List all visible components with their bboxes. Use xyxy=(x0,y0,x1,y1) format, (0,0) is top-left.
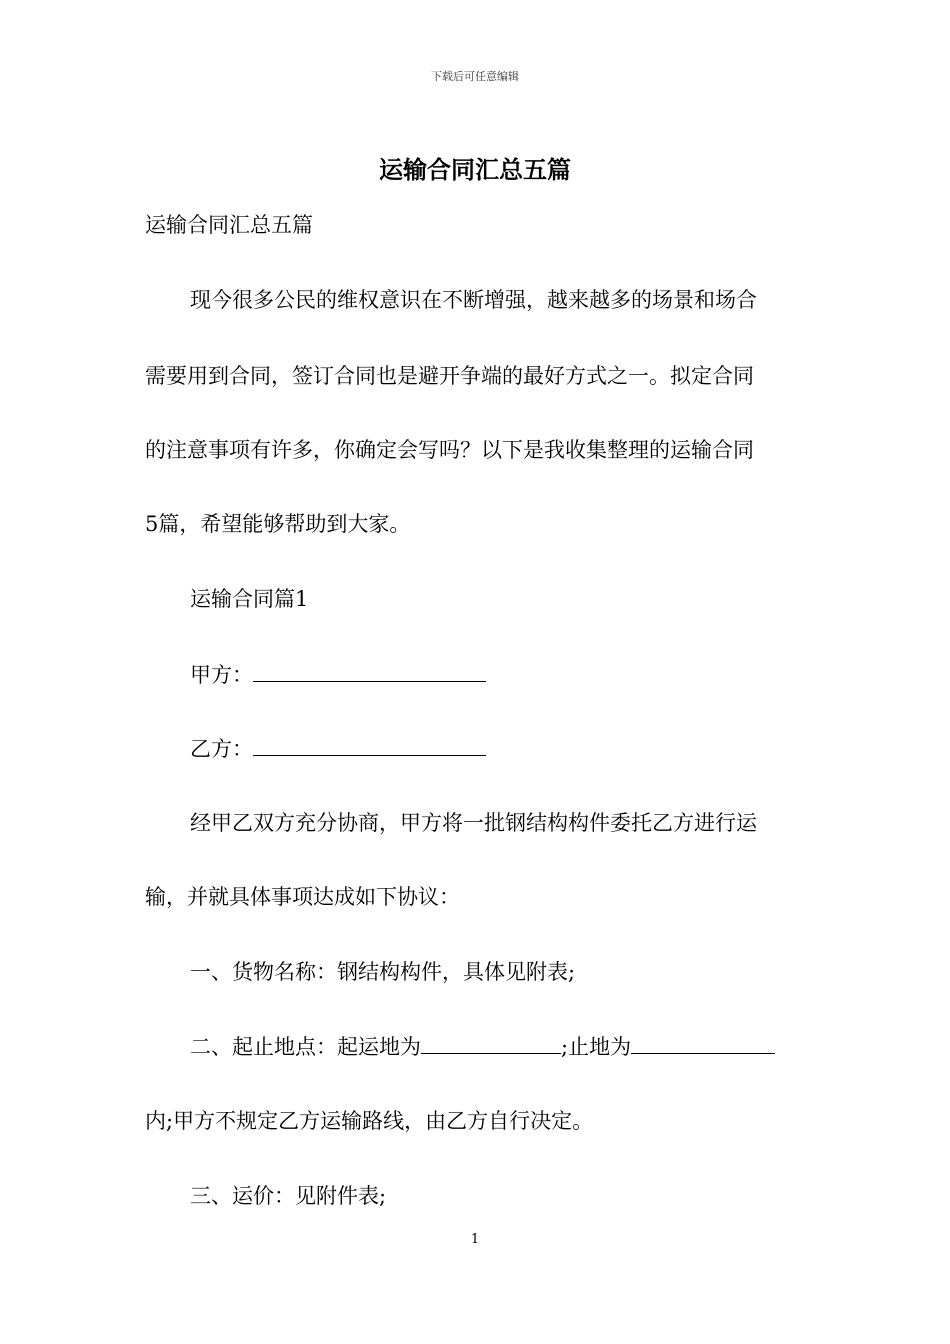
party-a-label: 甲方： xyxy=(190,663,253,687)
clause-3: 三、运价：见附件表; xyxy=(190,1184,387,1208)
page-number: 1 xyxy=(470,1232,480,1247)
party-a-row xyxy=(190,659,486,690)
clause-2-line-1 xyxy=(190,1031,775,1062)
section-heading: 运输合同篇1 xyxy=(190,587,309,611)
intro-line-2: 需要用到合同，签订合同也是避开争端的最好方式之一。拟定合同 xyxy=(145,364,754,388)
intro-line-1: 现今很多公民的维权意识在不断增强，越来越多的场景和场合 xyxy=(190,288,757,312)
clause-1: 一、货物名称：钢结构构件，具体见附表; xyxy=(190,960,576,984)
party-b-row xyxy=(190,733,486,764)
document-title: 运输合同汇总五篇 xyxy=(379,155,571,184)
header-note: 下载后可任意编辑 xyxy=(431,70,519,83)
agreement-line-2: 输，并就具体事项达成如下协议： xyxy=(145,885,460,909)
intro-line-4: 5篇，希望能够帮助到大家。 xyxy=(145,512,411,536)
origin-blank xyxy=(421,1031,561,1054)
clause-2-middle: ;止地为 xyxy=(561,1035,632,1059)
destination-blank xyxy=(631,1031,775,1054)
agreement-line-1: 经甲乙双方充分协商，甲方将一批钢结构构件委托乙方进行运 xyxy=(190,811,757,835)
party-a-blank xyxy=(253,659,486,682)
clause-2-prefix: 二、起止地点：起运地为 xyxy=(190,1035,421,1059)
party-b-blank xyxy=(253,733,486,756)
document-subtitle: 运输合同汇总五篇 xyxy=(145,213,313,237)
intro-line-3: 的注意事项有许多，你确定会写吗？以下是我收集整理的运输合同 xyxy=(145,438,754,462)
clause-2-line-2: 内;甲方不规定乙方运输路线，由乙方自行决定。 xyxy=(145,1109,594,1133)
party-b-label: 乙方： xyxy=(190,737,253,761)
